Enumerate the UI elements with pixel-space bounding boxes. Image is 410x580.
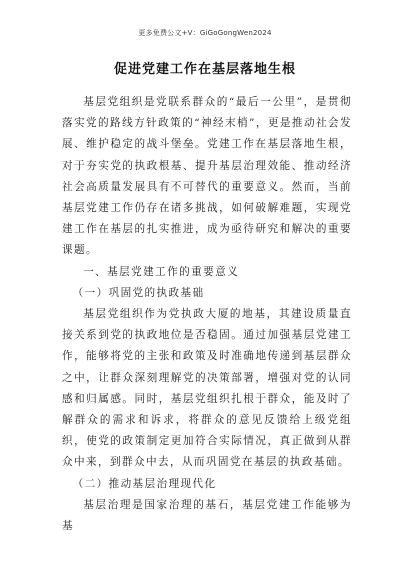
subsection-paragraph-1: 基层党组织作为党执政大厦的地基，其建设质量直接关系到党的执政地位是否稳固。通过加强基层党建工作，能够将党的主张和政策及时准确地传递到基层群众之中，让群众深刻理解党的决策部署，增强对党的认同感和归属感。同时，基层党组织扎根于群众，能及时了解群众的需求和诉求，将群众的意见反馈给上级党组织，使党的政策制定更加符合实际情况，真正做到从群众中来，到群众中去，从而巩固党在基层的执政基础。 <box>62 308 352 469</box>
subsection-heading-2: （二）推动基层治理现代化 <box>72 477 217 490</box>
section-heading-1: 一、基层党建工作的重要意义 <box>83 265 240 278</box>
subsection-paragraph-2: 基层治理是国家治理的基石，基层党建工作能够为基 <box>62 498 352 533</box>
subsection-heading-1: （一）巩固党的执政基础 <box>72 286 205 299</box>
header-note: 更多免费公文+V：GiGoGongWen2024 <box>138 29 272 37</box>
intro-paragraph: 基层党组织是党联系群众的“最后一公里”，是贯彻落实党的路线方针政策的“神经末梢”，更是推动社会发展、维护稳定的战斗堡垒。党建工作在基层落地生根，对于夯实党的执政根基、提升基层治理效能、推动经济社会高质量发展具有不可替代的重要意义。然而，当前基层党建工作仍存在诸多挑战，如何破解难题，实现党建工作在基层的扎实推进，成为亟待研究和解决的重要课题。 <box>62 96 352 257</box>
document-body <box>62 92 352 537</box>
document-title: 促进党建工作在基层落地生根 <box>113 62 296 77</box>
